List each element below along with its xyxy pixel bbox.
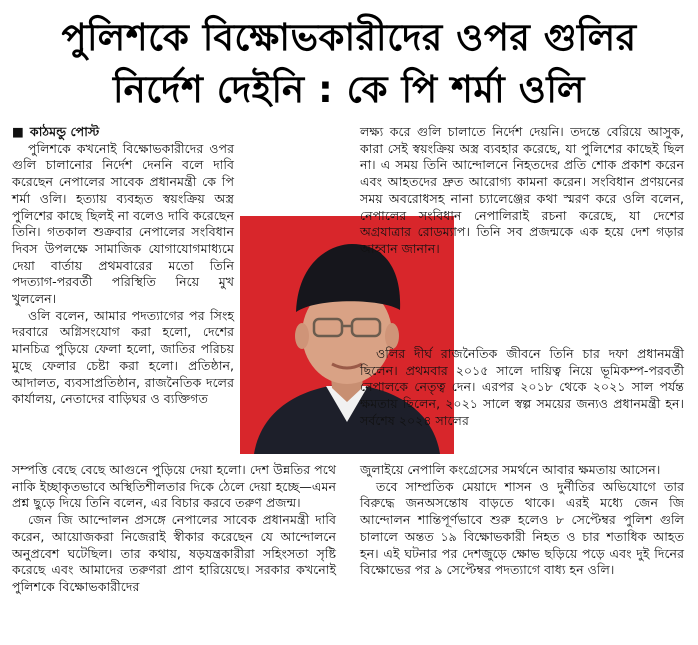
article-column-right-bottom [360, 462, 684, 579]
paragraph: জেন জি আন্দোলন প্রসঙ্গে নেপালের সাবেক প্রধানমন্ত্রী দাবি করেন, আয়োজকরা নিজেরাই স্বীকার করেছেন যে আন্দোলনে অনুপ্রবেশ ঘটেছিল। তার কথায়, ষড়যন্ত্রকারীরা সহিংসতা সৃষ্টি করেছে এবং আমাদের তরুণরা প্রাণ হারিয়েছে। সরকার কখনোই পুলিশকে বিক্ষোভকারীদের [12, 512, 336, 594]
article-column-right-top [360, 124, 684, 258]
paragraph: পুলিশকে কখনোই বিক্ষোভকারীদের ওপর গুলি চালানোর নির্দেশ দেননি বলে দাবি করেছেন নেপালের সাবেক প্রধানমন্ত্রী কে পি শর্মা ওলি। হত্যায় ব্যবহৃত স্বয়ংক্রিয় অস্ত্র পুলিশের কাছে ছিলই না বলেও দাবি করেছেন তিনি। গতকাল শুক্রবার নেপালের সংবিধান দিবস উপলক্ষে সামাজিক যোগাযোগমাধ্যমে দেয়া বার্তায় প্রথমবারের মতো তিনি পদত্যাগ-পরবর্তী পরিস্থিতি নিয়ে মুখ খুললেন। [12, 140, 234, 307]
headline-line-2: নির্দেশ দেইনি : কে পি শর্মা ওলি [113, 68, 585, 111]
paragraph: তবে সাম্প্রতিক মেয়াদে শাসন ও দুর্নীতির অভিযোগে তার বিরুদ্ধে জনঅসন্তোষ বাড়তে থাকে। এরই মধ্যে জেন জি আন্দোলন শান্তিপূর্ণভাবে শুরু হলেও ৮ সেপ্টেম্বর পুলিশ গুলি চালালে অন্তত ১৯ বিক্ষোভকারী নিহত ও চার শতাধিক আহত হন। এই ঘটনার পর দেশজুড়ে ক্ষোভ ছড়িয়ে পড়ে এবং দুই দিনের বিক্ষোভের পর ৯ সেপ্টেম্বর পদত্যাগে বাধ্য হন ওলি। [360, 478, 684, 578]
byline [12, 124, 234, 141]
article-column-left-top [12, 124, 234, 408]
paragraph: ওলি বলেন, আমার পদত্যাগের পর সিংহ দরবারে অগ্নিসংযোগ করা হলো, দেশের মানচিত্র পুড়িয়ে ফেলা হলো, জাতির পরিচয় মুছে ফেলার চেষ্টা করা হলো। প্রতিষ্ঠান, আদালত, ব্যবসাপ্রতিষ্ঠান, রাজনৈতিক দলের কার্যালয়, নেতাদের বাড়িঘর ও ব্যক্তিগত [12, 307, 234, 407]
bullet-icon: ■ [12, 124, 24, 139]
byline-text: কাঠমন্ডু পোস্ট [29, 124, 100, 139]
paragraph: ওলির দীর্ঘ রাজনৈতিক জীবনে তিনি চার দফা প্রধানমন্ত্রী ছিলেন। প্রথমবার ২০১৫ সালে দায়িত্ব নিয়ে ভূমিকম্প-পরবর্তী নেপালকে নেতৃত্ব দেন। এরপর ২০১৮ থেকে ২০২১ সাল পর্যন্ত ক্ষমতায় ছিলেন, ২০২১ সালে স্বল্প সময়ের জন্যও প্রধানমন্ত্রী হন। সর্বশেষ ২০২৪ সালের [360, 346, 684, 428]
paragraph: সম্পত্তি বেছে বেছে আগুনে পুড়িয়ে দেয়া হলো। দেশ উন্নতির পথে নাকি ইচ্ছাকৃতভাবে অস্থিতিশীলতার দিকে ঠেলে দেয়া হচ্ছে—এমন প্রশ্ন ছুড়ে দিয়ে তিনি বলেন, এর বিচার করবে তরুণ প্রজন্ম। [12, 462, 336, 511]
paragraph: জুলাইয়ে নেপালি কংগ্রেসের সমর্থনে আবার ক্ষমতায় আসেন। [360, 462, 661, 477]
article-column-right-mid [360, 346, 684, 430]
headline-line-1: পুলিশকে বিক্ষোভকারীদের ওপর গুলির [61, 16, 637, 59]
paragraph: লক্ষ্য করে গুলি চালাতে নির্দেশ দেয়নি। তদন্তে বেরিয়ে আসুক, কারা সেই স্বয়ংক্রিয় অস্ত্র ব্যবহার করেছে, যা পুলিশের কাছেই ছিল না। এ সময় তিনি আন্দোলনে নিহতদের প্রতি শোক প্রকাশ করেন এবং আহতদের দ্রুত আরোগ্য কামনা করেন। সংবিধান প্রণয়নের সময় অবরোধসহ নানা চ্যালেঞ্জের কথা স্মরণ করে ওলি বলেন, নেপালের সংবিধান নেপালিরাই রচনা করেছে, যা দেশের অগ্রযাত্রার রোডম্যাপ। তিনি সব প্রজন্মকে এক হয়ে দেশ গড়ার আহ্বান জানান। [360, 124, 684, 256]
article-column-left-bottom [12, 462, 336, 596]
